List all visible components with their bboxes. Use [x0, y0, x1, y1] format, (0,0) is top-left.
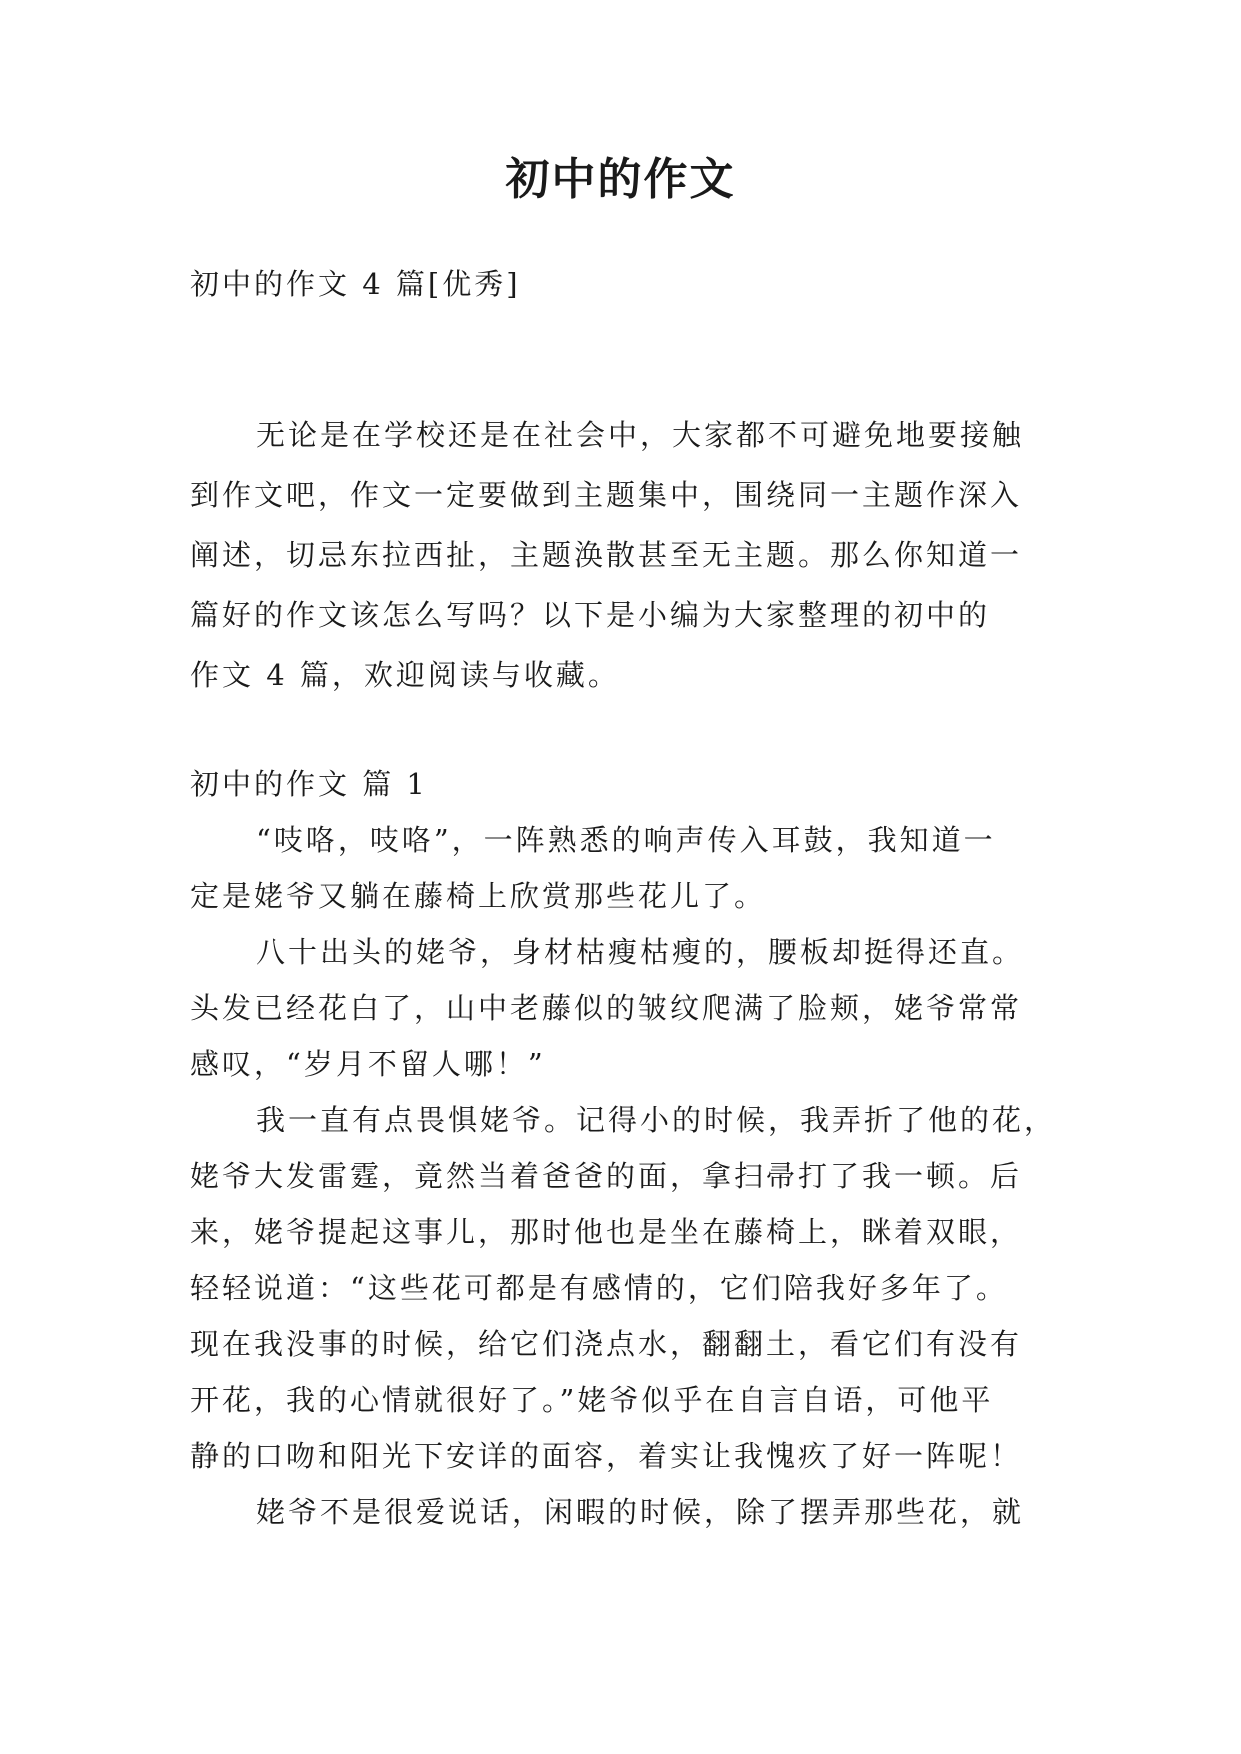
body-line: 现在我没事的时候，给它们浇点水，翻翻土，看它们有没有 [190, 1327, 1023, 1361]
body-line: 来，姥爷提起这事儿，那时他也是坐在藤椅上，眯着双眼， [190, 1215, 1023, 1249]
body-paragraph [190, 1092, 1070, 1484]
section-heading: 初中的作文 篇 1 [190, 767, 428, 801]
body-line: 定是姥爷又躺在藤椅上欣赏那些花儿了。 [190, 879, 767, 913]
body-line: 感叹，“岁月不留人哪！” [190, 1047, 546, 1081]
body-line: 静的口吻和阳光下安详的面容，着实让我愧疚了好一阵呢！ [190, 1439, 1023, 1473]
body-paragraph [190, 1484, 1070, 1540]
body-paragraph [190, 924, 1070, 1092]
body-line: 姥爷不是很爱说话，闲暇的时候，除了摆弄那些花，就 [256, 1495, 1025, 1529]
body-line: 头发已经花白了，山中老藤似的皱纹爬满了脸颊，姥爷常常 [190, 991, 1023, 1025]
body-line: 开花，我的心情就很好了。”姥爷似乎在自言自语，可他平 [190, 1383, 994, 1417]
intro-line: 作文 4 篇，欢迎阅读与收藏。 [190, 658, 620, 692]
intro-line: 阐述，切忌东拉西扯，主题涣散甚至无主题。那么你知道一 [190, 538, 1023, 572]
document-title: 初中的作文 [505, 154, 736, 205]
intro-paragraph [190, 405, 1070, 705]
document-subtitle: 初中的作文 4 篇[优秀] [190, 267, 521, 301]
intro-line: 到作文吧，作文一定要做到主题集中，围绕同一主题作深入 [190, 478, 1023, 512]
body-line: 我一直有点畏惧姥爷。记得小的时候，我弄折了他的花， [256, 1103, 1057, 1137]
body-paragraph [190, 812, 1070, 924]
body-line: 姥爷大发雷霆，竟然当着爸爸的面，拿扫帚打了我一顿。后 [190, 1159, 1023, 1193]
body-line: 轻轻说道：“这些花可都是有感情的，它们陪我好多年了。 [190, 1271, 1008, 1305]
body-line: 八十出头的姥爷，身材枯瘦枯瘦的，腰板却挺得还直。 [256, 935, 1025, 969]
section-body [190, 812, 1070, 1540]
intro-line: 无论是在学校还是在社会中，大家都不可避免地要接触 [256, 418, 1025, 452]
body-line: “吱咯，吱咯”，一阵熟悉的响声传入耳鼓，我知道一 [256, 823, 996, 857]
intro-line: 篇好的作文该怎么写吗？以下是小编为大家整理的初中的 [190, 598, 991, 632]
